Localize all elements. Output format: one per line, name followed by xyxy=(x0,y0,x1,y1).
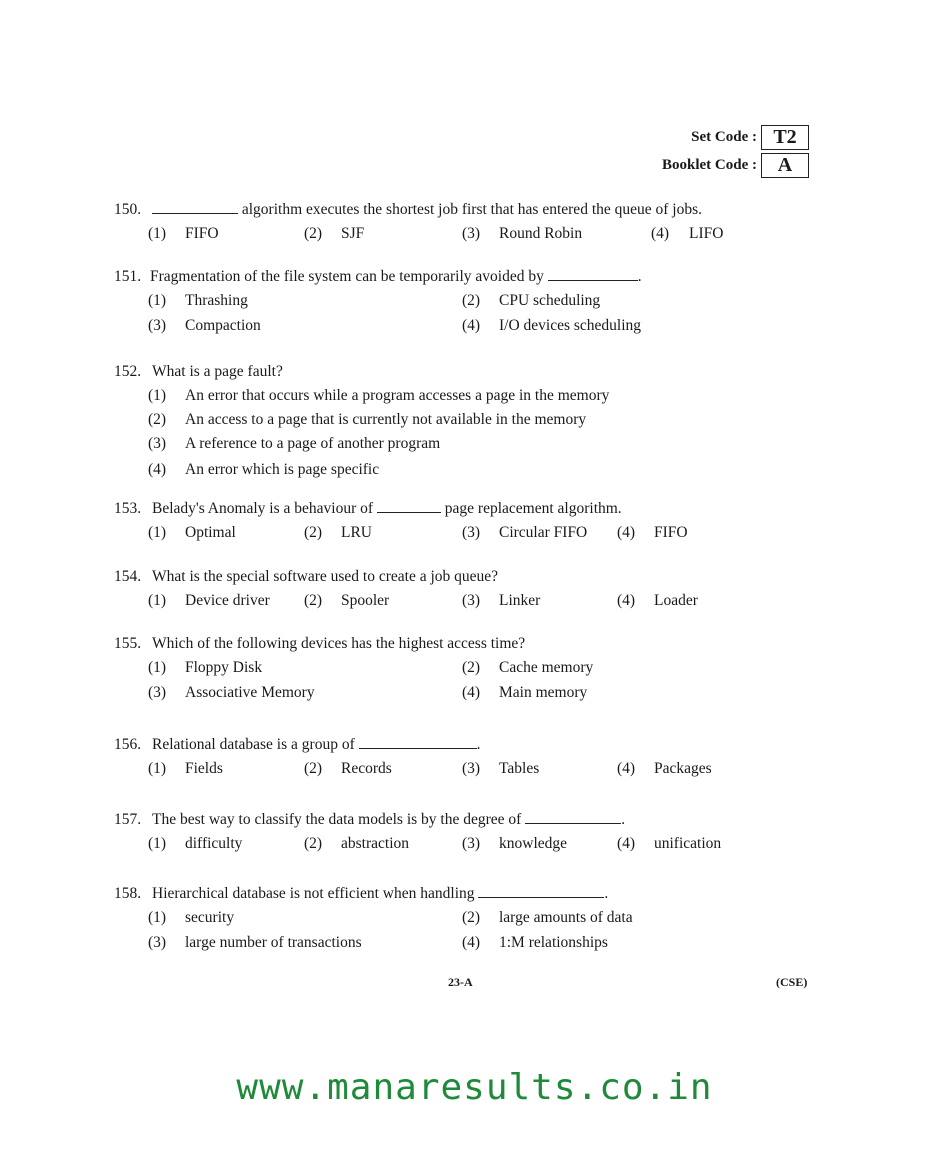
question-157 xyxy=(114,808,722,856)
option-2: (2) CPU scheduling xyxy=(462,292,601,309)
question-number: 150. xyxy=(114,201,142,218)
question-154 xyxy=(114,565,698,613)
question-stem: 154. What is the special software used to create a job queue? xyxy=(114,568,499,585)
exam-codes xyxy=(662,123,809,179)
answer-blank xyxy=(525,809,621,824)
question-151 xyxy=(114,265,642,339)
option-3: (3) Compaction xyxy=(148,317,261,334)
question-text: Belady's Anomaly is a behaviour of xyxy=(152,500,374,517)
option-1: (1) Fields xyxy=(148,760,223,777)
booklet-code-row xyxy=(662,151,809,179)
option-2: (2) LRU xyxy=(304,524,372,541)
options-row xyxy=(114,832,722,856)
question-150 xyxy=(114,198,724,246)
options-row xyxy=(114,521,688,545)
option-3: (3) Circular FIFO xyxy=(462,524,588,541)
options-row xyxy=(114,589,698,613)
question-stem xyxy=(114,198,702,222)
answer-blank xyxy=(377,498,441,513)
question-stem: 157. The best way to classify the data models is by the degree of . xyxy=(114,811,626,828)
page-number: 23-A xyxy=(448,975,473,989)
option-1: (1) Floppy Disk xyxy=(148,659,263,676)
answer-blank xyxy=(548,266,638,281)
option-4: (4) Main memory xyxy=(462,684,588,701)
option-2: (2) Records xyxy=(304,760,392,777)
option-1: (1) difficulty xyxy=(148,835,243,852)
question-stem: 155. Which of the following devices has the highest access time? xyxy=(114,635,526,652)
options-row xyxy=(114,757,712,781)
question-text: What is a page fault? xyxy=(152,363,283,380)
option-1: (1) Thrashing xyxy=(148,292,248,309)
subject-code: (CSE) xyxy=(776,975,808,989)
option-3: (3) Round Robin xyxy=(462,225,583,242)
set-code-value: T2 xyxy=(761,125,809,150)
question-stem: 153. Belady's Anomaly is a behaviour of page replacement algorithm. xyxy=(114,500,622,517)
question-text: The best way to classify the data models is by the degree of xyxy=(152,811,522,828)
booklet-code-value: A xyxy=(761,153,809,178)
option-4: (4) Loader xyxy=(617,592,698,609)
question-text: Fragmentation of the file system can be temporarily avoided by xyxy=(150,268,544,285)
option-2: (2) SJF xyxy=(304,225,365,242)
option-4: (4) unification xyxy=(617,835,722,852)
question-152 xyxy=(114,360,610,484)
question-156 xyxy=(114,733,712,781)
question-text: algorithm executes the shortest job first that has entered the queue of jobs. xyxy=(241,201,703,218)
option-2: (2) An access to a page that is currently not available in the memory xyxy=(148,411,587,428)
question-text: What is the special software used to create a job queue? xyxy=(152,568,499,585)
option-1: (1) security xyxy=(148,909,235,926)
options-row xyxy=(114,222,724,246)
option-2: (2) Spooler xyxy=(304,592,390,609)
watermark-url[interactable]: www.manaresults.co.in xyxy=(236,1067,713,1108)
option-3: (3) large number of transactions xyxy=(148,934,362,951)
option-3: (3) A reference to a page of another program xyxy=(148,435,441,452)
answer-blank xyxy=(478,883,604,898)
options-row xyxy=(114,656,594,681)
option-3: (3) knowledge xyxy=(462,835,568,852)
set-code-row xyxy=(662,123,809,151)
option-4: (4) 1:M relationships xyxy=(462,934,608,951)
option-4: (4) Packages xyxy=(617,760,712,777)
option-4: (4) FIFO xyxy=(617,524,688,541)
options-row xyxy=(114,906,633,931)
question-153 xyxy=(114,497,688,545)
question-text: Hierarchical database is not efficient when handling xyxy=(152,885,475,902)
option-3: (3) Associative Memory xyxy=(148,684,315,701)
options-row xyxy=(114,681,588,706)
option-2: (2) abstraction xyxy=(304,835,410,852)
question-stem: 156. Relational database is a group of . xyxy=(114,736,481,753)
option-2: (2) Cache memory xyxy=(462,659,594,676)
options-row xyxy=(114,931,608,956)
set-code-label: Set Code : xyxy=(691,128,757,145)
option-1: (1) Optimal xyxy=(148,524,236,541)
answer-blank xyxy=(152,199,238,214)
question-155 xyxy=(114,632,594,706)
question-stem: 158. Hierarchical database is not efficient when handling . xyxy=(114,885,609,902)
question-stem: 151. Fragmentation of the file system can be temporarily avoided by . xyxy=(114,268,642,285)
options-row xyxy=(114,314,642,339)
question-text: Relational database is a group of xyxy=(152,736,355,753)
option-4: (4) An error which is page specific xyxy=(148,461,380,478)
question-text-after: page replacement algorithm. xyxy=(444,500,622,517)
option-1: (1) FIFO xyxy=(148,225,219,242)
question-stem: 152. What is a page fault? xyxy=(114,363,283,380)
booklet-code-label: Booklet Code : xyxy=(662,156,757,173)
option-4: (4) LIFO xyxy=(651,225,724,242)
option-3: (3) Tables xyxy=(462,760,540,777)
option-2: (2) large amounts of data xyxy=(462,909,633,926)
option-1: (1) An error that occurs while a program accesses a page in the memory xyxy=(148,387,610,404)
question-158 xyxy=(114,882,633,956)
option-1: (1) Device driver xyxy=(148,592,270,609)
question-text: Which of the following devices has the highest access time? xyxy=(152,635,526,652)
option-3: (3) Linker xyxy=(462,592,541,609)
option-4: (4) I/O devices scheduling xyxy=(462,317,642,334)
options-row xyxy=(114,289,642,314)
answer-blank xyxy=(359,734,477,749)
